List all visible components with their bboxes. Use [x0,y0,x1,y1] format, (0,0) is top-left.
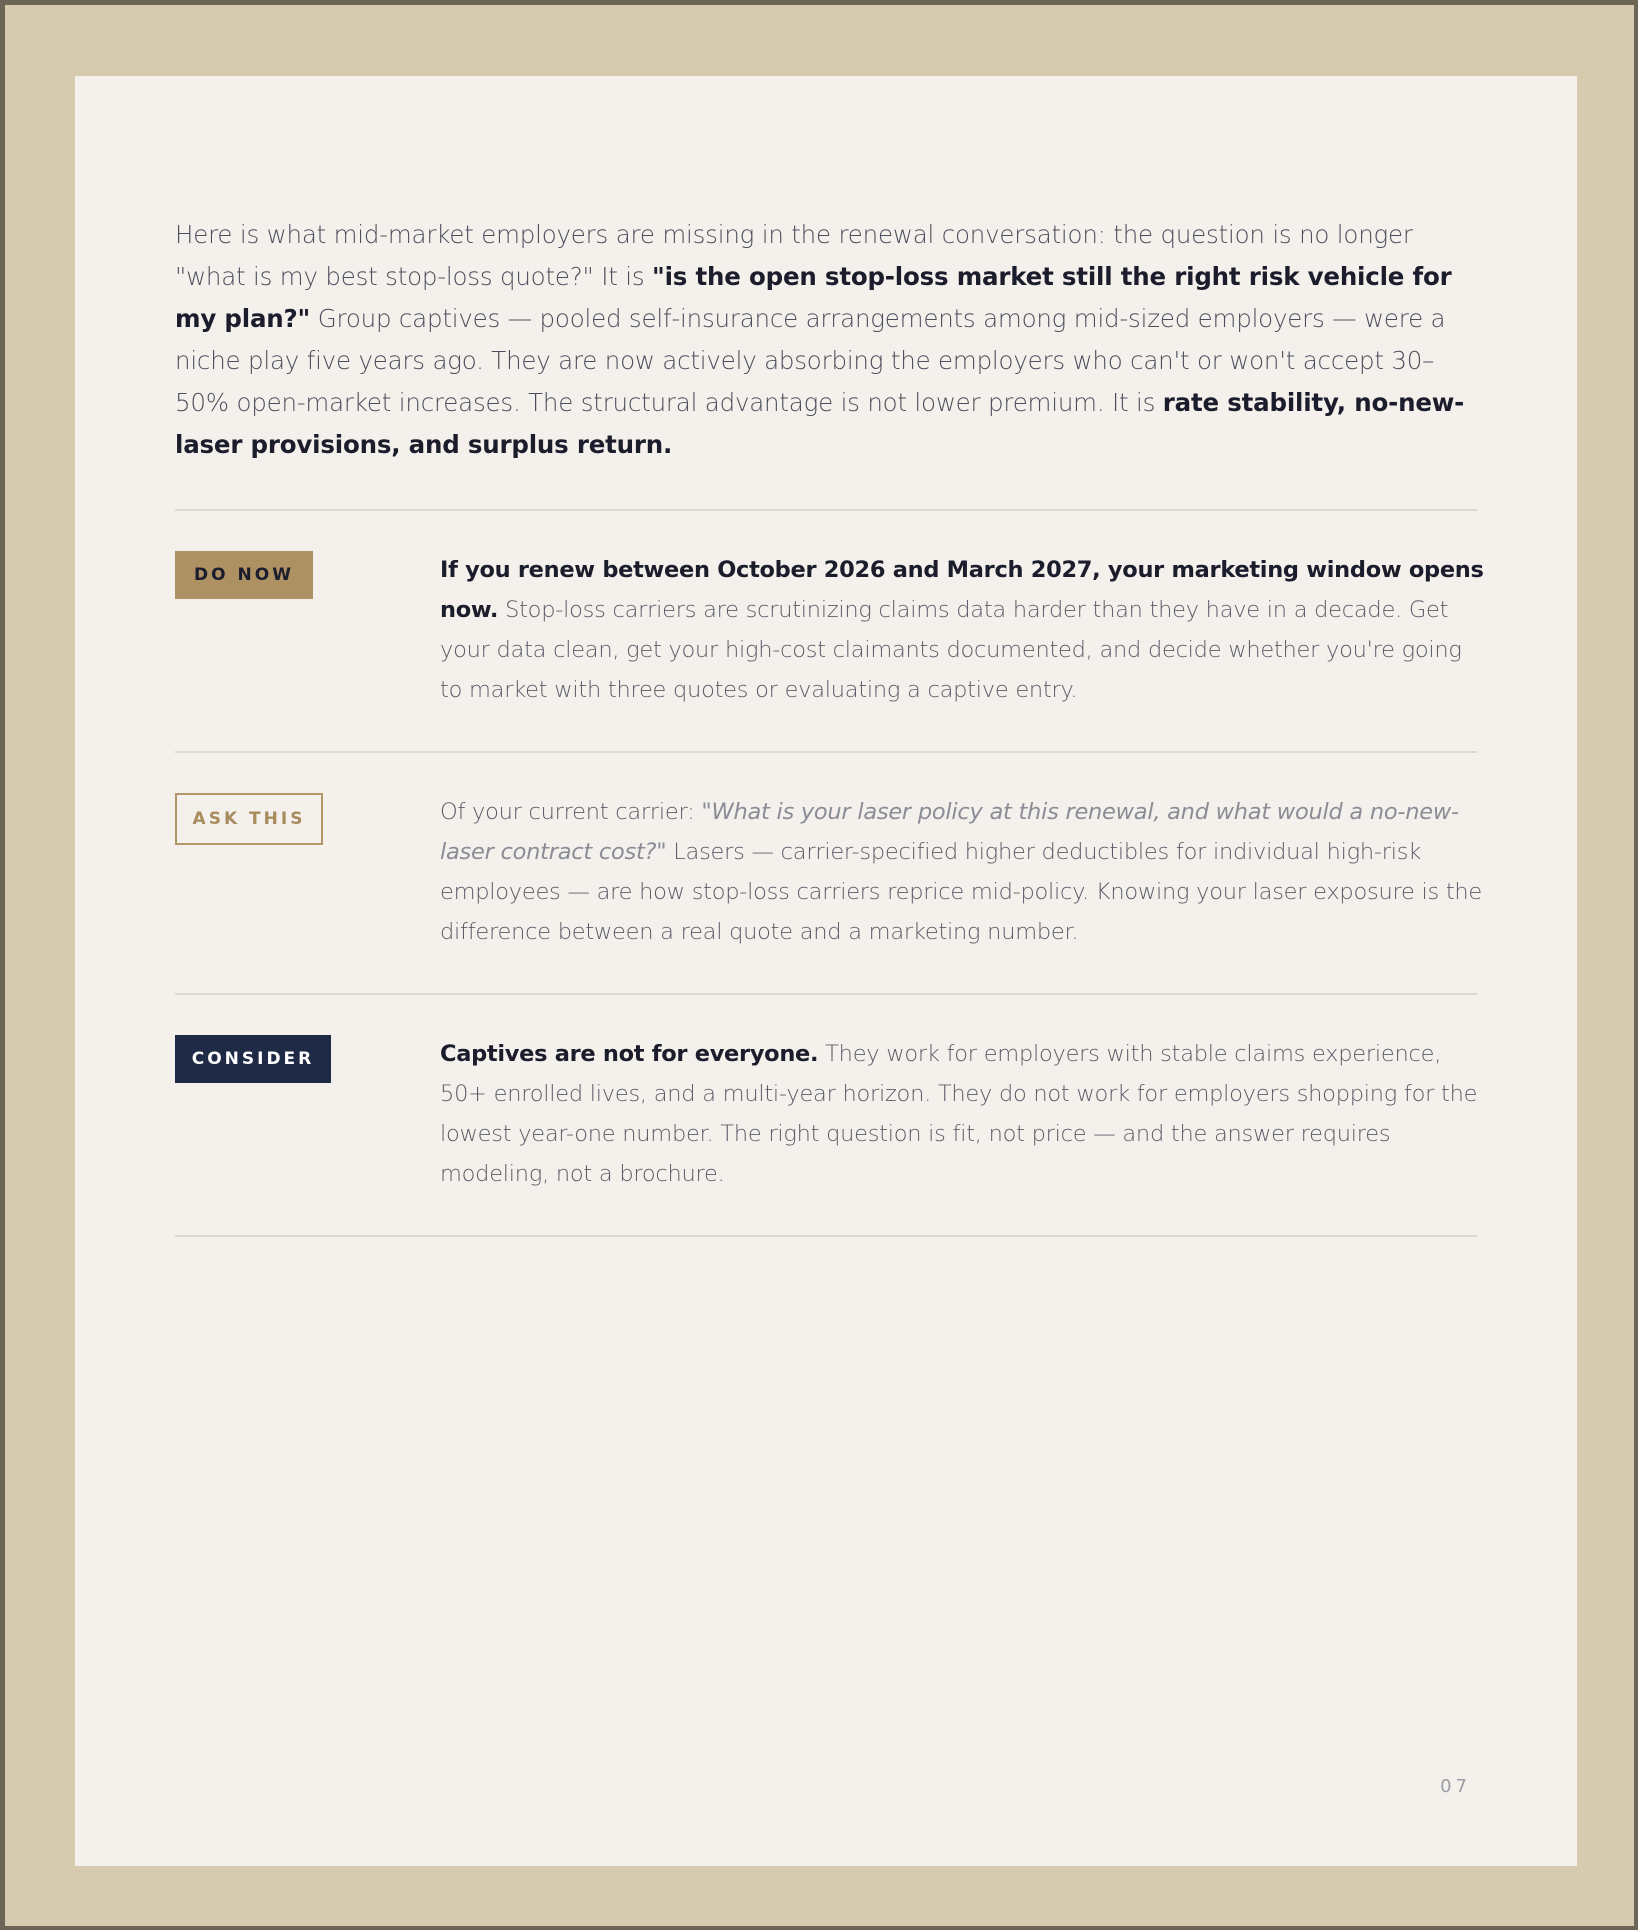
do-now-block [440,550,1490,710]
divider [175,1235,1477,1237]
ask-this-block [440,792,1490,952]
consider-block [440,1034,1490,1194]
intro-paragraph [175,214,1480,466]
consider-body: They work for employers with stable claims experience, 50+ enrolled lives, and a multi-year horizon. They do not work for employers shopping for the lowest year-one number. The right question is fit, not price — and the answer requires modeling, not a brochure. [440,1041,1478,1187]
ask-this-body: Lasers — carrier-specified higher deductibles for individual high-risk employees — are how stop-loss carriers reprice mid-policy. Knowing your laser exposure is the difference between a real quote and a marketing number. [440,839,1483,945]
do-now-tag: DO NOW [175,551,313,599]
consider-tag: CONSIDER [175,1035,331,1083]
ask-this-prefix: Of your current carrier: [440,799,702,825]
divider [175,993,1477,995]
divider [175,751,1477,753]
ask-this-tag: ASK THIS [175,793,323,845]
ask-this-quote: "What is your laser policy at this renewal, and what would a no-new-laser contract cost?" [440,799,1459,865]
intro-emphasis-question: "is the open stop-loss market still the right risk vehicle for my plan?" [175,262,1452,333]
intro-text-1: Here is what mid-market employers are missing in the renewal conversation: the question is no longer "what is my best stop-loss quote?" It is [175,220,1413,291]
page-number: 07 [1440,1776,1471,1797]
do-now-lead: If you renew between October 2026 and March 2027, your marketing window opens now. [440,557,1484,623]
page-sheet [75,76,1577,1866]
intro-emphasis-advantage: rate stability, no-new-laser provisions, and surplus return. [175,388,1465,459]
intro-text-2: Group captives — pooled self-insurance arrangements among mid-sized employers — were a niche play five years ago. They are now actively absorbing the employers who can't or won't accept 30–50% open-market increases. The structural advantage is not lower premium. It is [175,304,1446,417]
do-now-body: Stop-loss carriers are scrutinizing claims data harder than they have in a decade. Get your data clean, get your high-cost claimants documented, and decide whether you're going to market with three quotes or evaluating a captive entry. [440,597,1462,703]
divider [175,509,1477,511]
consider-lead: Captives are not for everyone. [440,1041,819,1067]
